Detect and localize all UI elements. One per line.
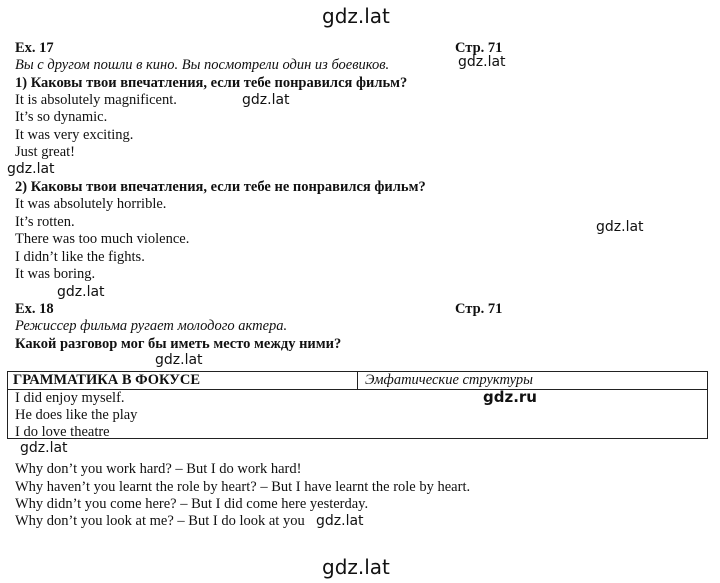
watermark: gdz.lat <box>20 440 68 456</box>
grammar-example: I do love theatre <box>15 424 110 440</box>
exercise-task: Режиссер фильма ругает молодого актера. <box>15 318 288 334</box>
grammar-header-divider <box>357 372 358 389</box>
grammar-example: He does like the play <box>15 407 138 423</box>
grammar-subtitle: Эмфатические структуры <box>365 372 533 388</box>
dialogue-line: Why don’t you look at me? – But I do look at you <box>15 513 305 529</box>
dialogue-line: Why didn’t you come here? – But I did come here yesterday. <box>15 496 369 512</box>
dialogue-line: Why haven’t you learnt the role by heart? – But I have learnt the role by heart. <box>15 479 471 495</box>
exercise-task: Вы с другом пошли в кино. Вы посмотрели один из боевиков. <box>15 57 390 73</box>
exercise-question: Какой разговор мог бы иметь место между ними? <box>15 336 342 352</box>
answer-line: It was absolutely horrible. <box>15 196 167 212</box>
grammar-box <box>7 371 708 439</box>
watermark: gdz.lat <box>155 352 203 368</box>
exercise-number: Ex. 18 <box>15 301 54 317</box>
answer-line: It is absolutely magnificent. <box>15 92 177 108</box>
answer-line: It was boring. <box>15 266 96 282</box>
answer-line: I didn’t like the fights. <box>15 249 145 265</box>
exercise-number: Ex. 17 <box>15 40 54 56</box>
grammar-example: I did enjoy myself. <box>15 390 125 406</box>
watermark-bottom: gdz.lat <box>322 555 390 579</box>
page-reference: Стр. 71 <box>455 301 503 317</box>
answer-line: It’s so dynamic. <box>15 109 108 125</box>
answer-line: It’s rotten. <box>15 214 75 230</box>
watermark: gdz.lat <box>7 161 55 177</box>
answer-line: There was too much violence. <box>15 231 190 247</box>
watermark: gdz.lat <box>242 92 290 108</box>
question-2: 2) Каковы твои впечатления, если тебе не понравился фильм? <box>15 179 426 195</box>
watermark: gdz.lat <box>596 219 644 235</box>
watermark: gdz.lat <box>57 284 105 300</box>
watermark: gdz.lat <box>316 513 364 529</box>
grammar-title: ГРАММАТИКА В ФОКУСЕ <box>13 372 201 388</box>
answer-line: Just great! <box>15 144 75 160</box>
page-reference: Стр. 71 <box>455 40 503 56</box>
watermark-top: gdz.lat <box>322 4 390 28</box>
question-1: 1) Каковы твои впечатления, если тебе понравился фильм? <box>15 75 408 91</box>
answer-line: It was very exciting. <box>15 127 134 143</box>
watermark: gdz.ru <box>483 388 537 406</box>
dialogue-line: Why don’t you work hard? – But I do work hard! <box>15 461 302 477</box>
watermark: gdz.lat <box>458 54 506 70</box>
